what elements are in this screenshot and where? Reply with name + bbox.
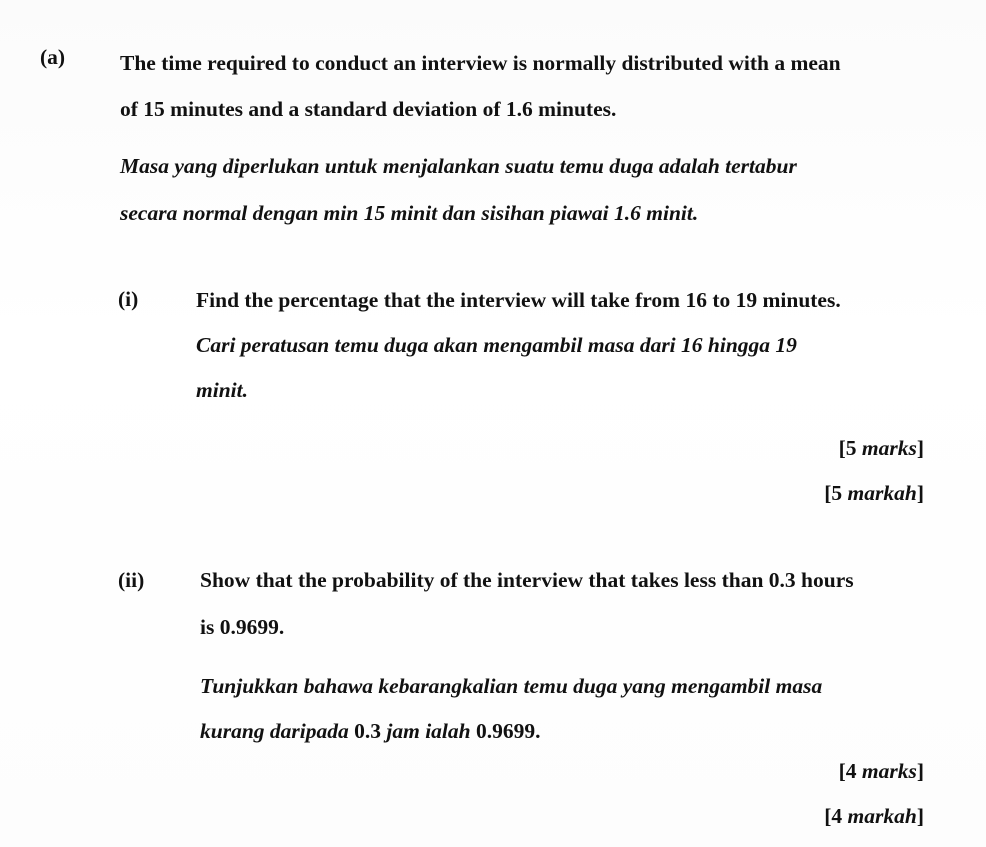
question-a-english-line-1: The time required to conduct an interview is normally distributed with a mean [120,51,841,75]
part-ii-marks [839,758,924,784]
part-i-malay-line-1: Cari peratusan temu duga akan mengambil masa dari 16 hingga 19 [196,333,797,357]
part-i-markah-open: [5 [824,481,848,505]
part-i-label: (i) [118,287,139,311]
part-i-marks-close: ] [916,436,924,460]
question-a-malay-line-1: Masa yang diperlukan untuk menjalankan suatu temu duga adalah tertabur [120,154,797,178]
part-ii-malay-line-2-mid: jam ialah [381,719,476,743]
part-ii-markah-word: markah [847,804,917,828]
part-i-english: Find the percentage that the interview will take from 16 to 19 minutes. [196,288,841,312]
part-ii-marks-open: [4 [838,759,862,783]
part-ii-marks-word: marks [861,759,917,783]
part-ii-english-line-1: Show that the probability of the interview that takes less than 0.3 hours [200,568,854,592]
part-ii-markah-open: [4 [824,804,848,828]
part-ii-markah-close: ] [916,804,924,828]
part-i-markah-close: ] [916,481,924,505]
part-ii-malay-line-2-num1: 0.3 [354,719,381,743]
part-ii-malay-line-1: Tunjukkan bahawa kebarangkalian temu duga yang mengambil masa [200,674,823,698]
question-a-english-line-2: of 15 minutes and a standard deviation of 1.6 minutes. [120,97,617,121]
part-ii-marks-close: ] [916,759,924,783]
part-ii-english-line-2: is 0.9699. [200,615,285,639]
question-a-label: (a) [40,45,66,69]
part-ii-malay-line-2-pre: kurang daripada [200,719,355,743]
part-i-malay-line-2: minit. [196,378,248,402]
question-a-malay-line-2: secara normal dengan min 15 minit dan sisihan piawai 1.6 minit. [120,201,699,225]
part-ii-markah [824,803,924,829]
part-i-marks [839,435,924,461]
part-i-marks-word: marks [861,436,917,460]
part-ii-malay-line-2 [200,718,540,744]
part-i-marks-open: [5 [838,436,862,460]
part-ii-malay-line-2-num2: 0.9699. [475,719,541,743]
part-i-markah [824,480,924,506]
part-ii-label: (ii) [118,568,145,592]
part-i-markah-word: markah [847,481,917,505]
